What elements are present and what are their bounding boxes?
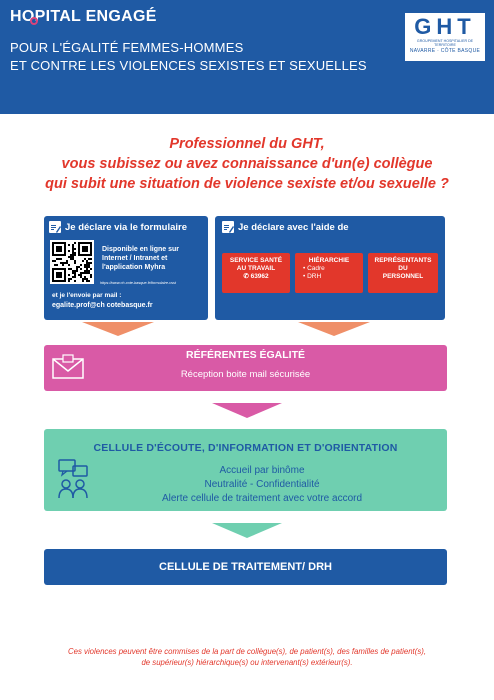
ght-logo-region: NAVARRE · CÔTE BASQUE bbox=[409, 48, 481, 54]
option-representants-line-1: REPRÉSENTANTS bbox=[374, 257, 432, 264]
option-hierarchie-title: HIÉRARCHIE bbox=[308, 257, 350, 264]
ght-logo-text: GHT bbox=[414, 14, 476, 39]
referentes-title: RÉFÉRENTES ÉGALITÉ bbox=[185, 349, 305, 361]
down-arrow-right bbox=[298, 322, 370, 336]
question-line-1: Professionnel du GHT, bbox=[169, 136, 325, 152]
send-by-mail-label: et je l'envoie par mail : bbox=[52, 292, 122, 299]
cellule-traitement-title: CELLULE DE TRAITEMENT/ DRH bbox=[159, 561, 332, 573]
header-subtitle-1: POUR L'ÉGALITÉ FEMMES-HOMMES bbox=[10, 40, 244, 55]
venus-symbol-icon bbox=[30, 17, 38, 25]
cellule-item-accueil: Accueil par binôme bbox=[219, 465, 305, 476]
pencil-form-icon bbox=[49, 221, 61, 233]
option-sante-line-1: SERVICE SANTÉ bbox=[229, 257, 283, 264]
option-sante-line-2: AU TRAVAIL bbox=[236, 265, 276, 272]
phone-number: ✆ 63962 bbox=[243, 273, 269, 280]
question-line-2: vous subissez ou avez connaissance d'un(e) collègue bbox=[61, 156, 433, 172]
down-arrow-pink bbox=[212, 403, 282, 418]
option-hierarchie-cadre: • Cadre bbox=[303, 265, 325, 272]
question-line-3: qui subit une situation de violence sexiste et/ou sexuelle ? bbox=[45, 176, 449, 192]
ght-logo-subtext: GROUPEMENT HOSPITALIER DE TERRITOIRE bbox=[416, 39, 474, 47]
footer-line-2: de supérieur(s) hiérarchique(s) ou intervenant(s) extérieur(s). bbox=[141, 658, 353, 667]
option-hierarchie[interactable] bbox=[295, 253, 363, 293]
availability-line-1: Disponible en ligne sur bbox=[102, 246, 180, 253]
help-card-title: Je déclare avec l'aide de bbox=[238, 222, 349, 233]
email-link[interactable]: egalite.prof@ch cotebasque.fr bbox=[52, 302, 153, 309]
down-arrow-green bbox=[212, 523, 282, 538]
header-subtitle-2: ET CONTRE LES VIOLENCES SEXISTES ET SEXUELLES bbox=[10, 58, 367, 73]
option-hierarchie-drh: • DRH bbox=[303, 273, 322, 280]
option-sante-travail[interactable] bbox=[222, 253, 290, 293]
option-representants-line-3: PERSONNEL bbox=[382, 273, 424, 280]
option-representants[interactable] bbox=[368, 253, 438, 293]
availability-line-2: Internet / Intranet et bbox=[102, 255, 168, 262]
chat-people-icon bbox=[56, 458, 90, 502]
cellule-ecoute-title: CELLULE D'ÉCOUTE, D'INFORMATION ET D'ORIENTATION bbox=[93, 442, 398, 454]
option-representants-line-2: DU bbox=[398, 265, 408, 272]
pencil-form-icon bbox=[222, 221, 234, 233]
qr-code[interactable] bbox=[50, 240, 94, 284]
form-url-link[interactable]: https://www.ch-cote-basque.fr/formulaire-vsst bbox=[100, 281, 176, 285]
down-arrow-left bbox=[82, 322, 154, 336]
availability-line-3: l'application Myhra bbox=[102, 264, 166, 271]
referentes-subtitle: Réception boite mail sécurisée bbox=[180, 369, 311, 380]
cellule-item-alerte: Alerte cellule de traitement avec votre accord bbox=[161, 493, 363, 504]
footer-line-1: Ces violences peuvent être commises de la part de collègue(s), de patient(s), des familles de patient(s), bbox=[68, 647, 426, 656]
form-card-title: Je déclare via le formulaire bbox=[65, 222, 187, 233]
cellule-item-neutralite: Neutralité - Confidentialité bbox=[204, 479, 320, 490]
page-title: HOPITAL ENGAGÉ bbox=[10, 8, 157, 25]
